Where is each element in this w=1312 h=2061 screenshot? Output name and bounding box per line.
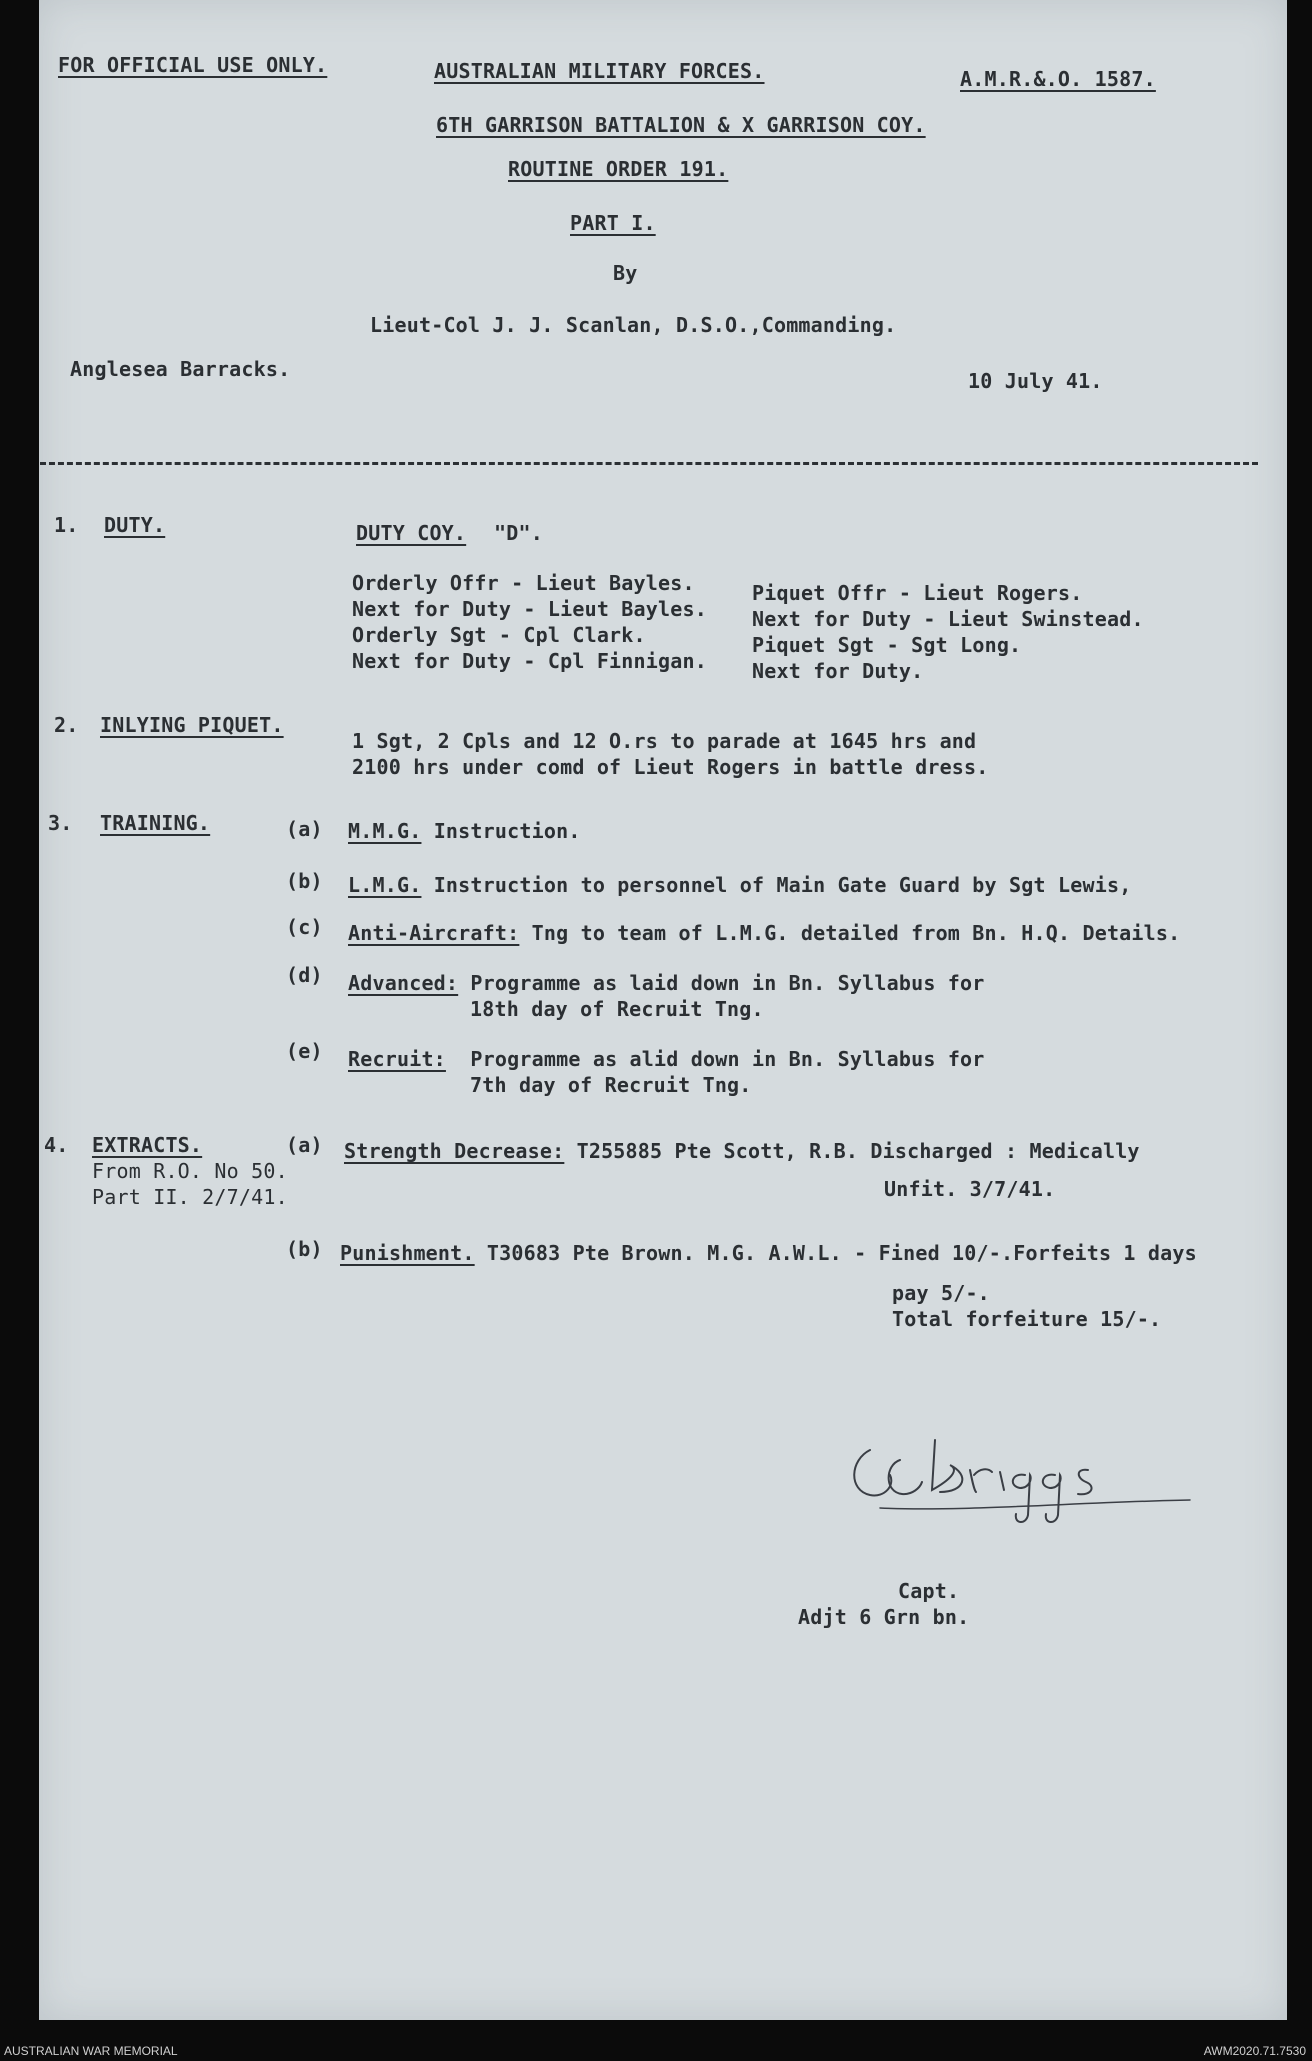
extract-b-label: Punishment.	[340, 1241, 475, 1265]
piquet-number: 2.	[54, 713, 79, 737]
training-item-text: Programme as alid down in Bn. Syllabus for	[445, 1047, 985, 1071]
footer-left: AUSTRALIAN WAR MEMORIAL	[4, 2044, 178, 2058]
training-item-letter: (b)	[286, 869, 323, 893]
extract-a-letter: (a)	[286, 1133, 323, 1157]
extract-a-label: Strength Decrease:	[344, 1139, 565, 1163]
training-item-label: M.M.G.	[348, 819, 422, 843]
training-item	[348, 1046, 985, 1072]
duty-coy-label: DUTY COY.	[356, 521, 467, 545]
duty-heading: DUTY.	[104, 513, 166, 537]
duty-right-line: Next for Duty.	[752, 659, 924, 683]
training-item-text: Instruction.	[421, 819, 581, 843]
date-line: 10 July 41.	[968, 369, 1103, 393]
footer-right: AWM2020.71.7530	[1203, 2044, 1306, 2058]
official-use-heading: FOR OFFICIAL USE ONLY.	[58, 53, 328, 77]
by-label: By	[613, 261, 638, 285]
training-item-label: Advanced:	[348, 971, 459, 995]
extract-b-cont: pay 5/-.	[892, 1281, 990, 1305]
training-item-text: Tng to team of L.M.G. detailed from Bn. H.Q. Details.	[519, 921, 1181, 945]
duty-left-line: Next for Duty - Lieut Bayles.	[352, 597, 707, 621]
training-item-letter: (e)	[286, 1039, 323, 1063]
extract-a-text: T255885 Pte Scott, R.B. Discharged : Medically	[564, 1139, 1140, 1163]
signatory-rank: Capt.	[898, 1579, 960, 1603]
duty-right-line: Piquet Offr - Lieut Rogers.	[752, 581, 1083, 605]
location-line: Anglesea Barracks.	[70, 357, 291, 381]
training-item-letter: (d)	[286, 963, 323, 987]
training-item-text: Programme as laid down in Bn. Syllabus for	[458, 971, 985, 995]
extract-a-line	[344, 1138, 1140, 1164]
extract-b-letter: (b)	[286, 1237, 323, 1261]
divider-rule	[40, 462, 1258, 465]
training-item	[348, 818, 581, 844]
duty-coy-value: "D".	[494, 521, 543, 545]
piquet-line: 1 Sgt, 2 Cpls and 12 O.rs to parade at 1645 hrs and	[352, 729, 977, 753]
training-item	[348, 970, 985, 996]
battalion-heading: 6TH GARRISON BATTALION & X GARRISON COY.	[436, 113, 926, 137]
signatory-role: Adjt 6 Grn bn.	[798, 1605, 970, 1629]
piquet-heading: INLYING PIQUET.	[100, 713, 284, 737]
extracts-part: Part II. 2/7/41.	[92, 1185, 288, 1209]
extract-b-cont: Total forfeiture 15/-.	[892, 1307, 1162, 1331]
routine-order-heading: ROUTINE ORDER 191.	[508, 157, 729, 181]
duty-left-line: Next for Duty - Cpl Finnigan.	[352, 649, 707, 673]
training-item-cont: 7th day of Recruit Tng.	[470, 1073, 752, 1097]
part-heading: PART I.	[570, 211, 656, 235]
training-item-cont: 18th day of Recruit Tng.	[470, 997, 764, 1021]
training-item-text: Instruction to personnel of Main Gate Guard by Sgt Lewis,	[421, 873, 1132, 897]
extract-b-line	[340, 1240, 1197, 1266]
commander-line: Lieut-Col J. J. Scanlan, D.S.O.,Commanding.	[370, 313, 897, 337]
training-item-label: L.M.G.	[348, 873, 422, 897]
extracts-number: 4.	[44, 1133, 69, 1157]
extract-b-text: T30683 Pte Brown. M.G. A.W.L. - Fined 10/-.Forfeits 1 days	[474, 1241, 1197, 1265]
handwritten-signature	[840, 1420, 1220, 1540]
duty-left-line: Orderly Sgt - Cpl Clark.	[352, 623, 646, 647]
training-item-label: Recruit:	[348, 1047, 446, 1071]
extracts-from: From R.O. No 50.	[92, 1159, 288, 1183]
training-item-letter: (a)	[286, 817, 323, 841]
reference-number: A.M.R.&.O. 1587.	[960, 67, 1156, 91]
extract-a-cont: Unfit. 3/7/41.	[884, 1177, 1056, 1201]
training-item-letter: (c)	[286, 915, 323, 939]
extracts-heading: EXTRACTS.	[92, 1133, 203, 1157]
piquet-line: 2100 hrs under comd of Lieut Rogers in battle dress.	[352, 755, 989, 779]
training-item	[348, 872, 1131, 898]
training-heading: TRAINING.	[100, 811, 211, 835]
duty-right-line: Next for Duty - Lieut Swinstead.	[752, 607, 1144, 631]
training-number: 3.	[48, 811, 73, 835]
duty-number: 1.	[54, 513, 79, 537]
duty-left-line: Orderly Offr - Lieut Bayles.	[352, 571, 695, 595]
duty-right-line: Piquet Sgt - Sgt Long.	[752, 633, 1022, 657]
training-item-label: Anti-Aircraft:	[348, 921, 520, 945]
training-item	[348, 920, 1180, 946]
forces-heading: AUSTRALIAN MILITARY FORCES.	[434, 59, 765, 83]
